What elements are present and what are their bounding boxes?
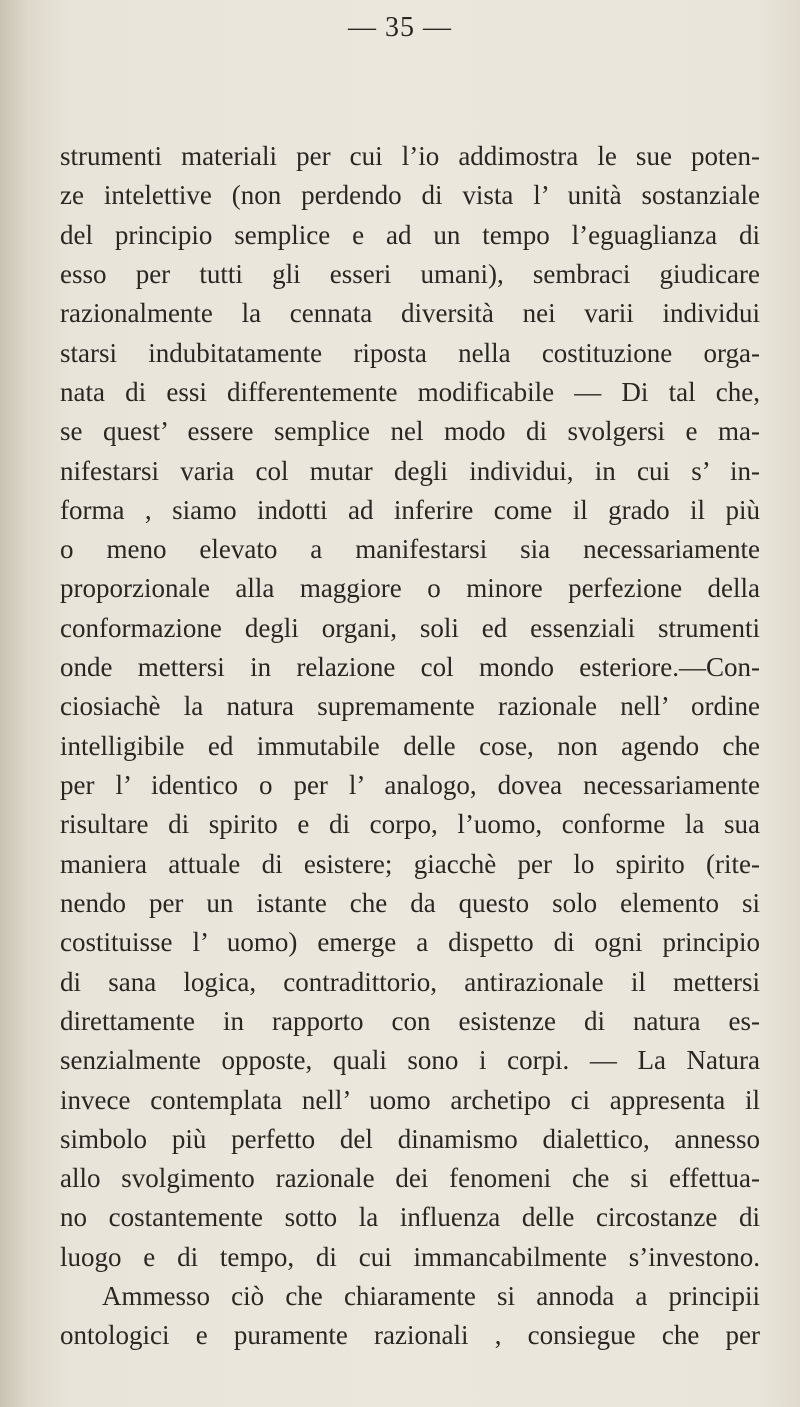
text-line: nendo per un istante che da questo solo elemento si <box>60 887 760 918</box>
text-line: conformazione degli organi, soli ed essenziali strumenti <box>60 612 760 643</box>
page-number: — 35 — <box>348 12 452 43</box>
text-line: ze intelettive (non perdendo di vista l’ unità sostanziale <box>60 180 760 211</box>
text-line: nifestarsi varia col mutar degli individui, in cui s’ in- <box>60 455 760 486</box>
text-line: ontologici e puramente razionali , consiegue che per <box>60 1320 760 1351</box>
text-line: intelligibile ed immutabile delle cose, non agendo che <box>60 730 760 761</box>
text-line: esso per tutti gli esseri umani), sembraci giudicare <box>60 258 760 289</box>
text-line: starsi indubitatamente riposta nella costituzione orga- <box>60 337 760 368</box>
text-line: se quest’ essere semplice nel modo di svolgersi e ma- <box>60 416 760 447</box>
text-line: Ammesso ciò che chiaramente si annoda a principii <box>102 1281 760 1312</box>
text-line: senzialmente opposte, quali sono i corpi. — La Natura <box>60 1045 760 1076</box>
text-line: invece contemplata nell’ uomo archetipo ci appresenta il <box>60 1084 760 1115</box>
text-line: allo svolgimento razionale dei fenomeni che si effettua- <box>60 1163 760 1194</box>
text-line: proporzionale alla maggiore o minore perfezione della <box>60 573 760 604</box>
text-line: no costantemente sotto la influenza delle circostanze di <box>60 1202 760 1233</box>
text-line: strumenti materiali per cui l’io addimostra le sue poten- <box>60 141 760 171</box>
text-line: ciosiachè la natura supremamente razionale nell’ ordine <box>60 691 760 722</box>
text-line: razionalmente la cennata diversità nei varii individui <box>60 298 760 329</box>
text-line: direttamente in rapporto con esistenze di natura es- <box>60 1005 760 1036</box>
text-line: costituisse l’ uomo) emerge a dispetto di ogni principio <box>60 927 760 958</box>
text-line: risultare di spirito e di corpo, l’uomo, conforme la sua <box>60 809 760 840</box>
text-line: maniera attuale di esistere; giacchè per lo spirito (rite- <box>60 848 760 879</box>
text-line: di sana logica, contradittorio, antirazionale il mettersi <box>60 966 760 997</box>
text-line: onde mettersi in relazione col mondo esteriore.—Con- <box>60 652 760 683</box>
text-line: simbolo più perfetto del dinamismo dialettico, annesso <box>60 1123 760 1154</box>
text-line: per l’ identico o per l’ analogo, dovea necessariamente <box>60 770 760 800</box>
text-line: luogo e di tempo, di cui immancabilmente s’investono. <box>60 1241 760 1272</box>
text-line: del principio semplice e ad un tempo l’eguaglianza di <box>60 219 760 250</box>
text-line: o meno elevato a manifestarsi sia necessariamente <box>60 534 760 565</box>
text-line: nata di essi differentemente modificabile — Di tal che, <box>60 376 760 407</box>
text-line: forma , siamo indotti ad inferire come il grado il più <box>60 494 760 525</box>
body-text <box>60 137 760 1356</box>
